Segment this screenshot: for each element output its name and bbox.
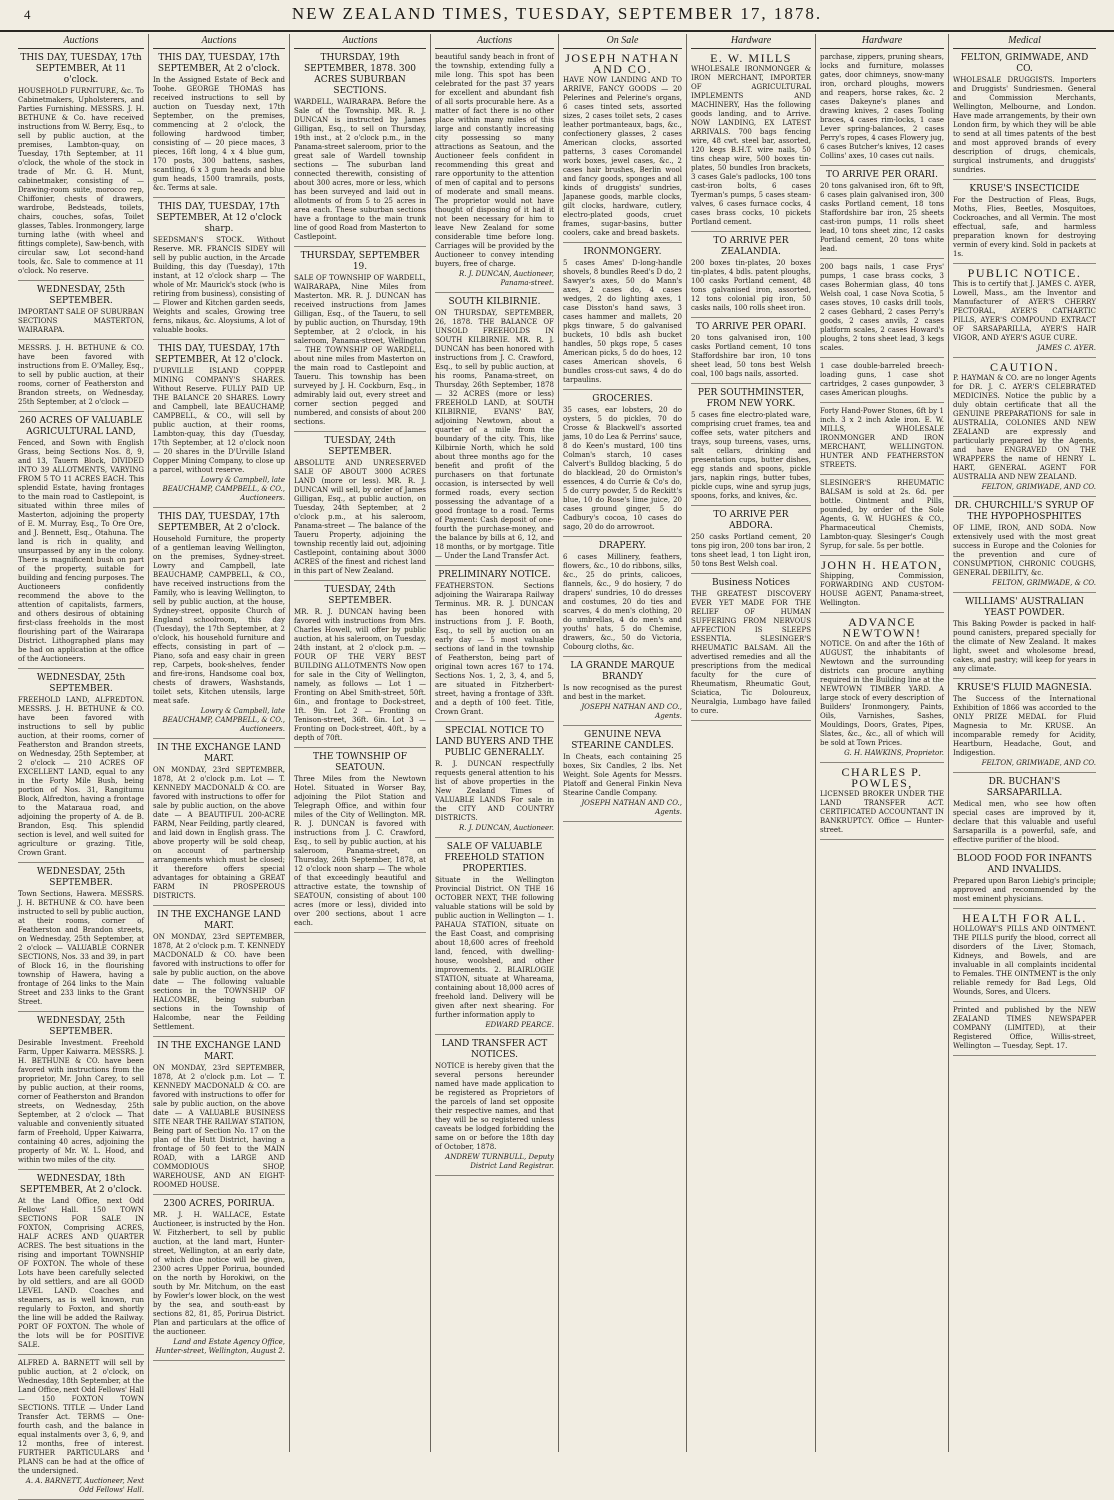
ad-title: BLOOD FOOD FOR INFANTS AND INVALIDS. [956,854,1093,875]
ad-body: FREEHOLD LAND, ALFREDTON. MESSRS. J. H. BETHUNE & CO. have been favored with instructions to sell by public auction, at their rooms, corner of Featherston and Brandon streets, on Wednesday, 25th September, at 2 o'clock — 210 ACRES OF EXCELLENT LAND, equal to any in the Forty Mile Bush, being portion of Nos. 31, Rangitumu Block, Alfredton, having a frontage to the Mataraua road, and adjoining the property of A. de B. Brandon, Esq. This splendid section is level, and well suited for agriculture or grazing. Title, Crown Grant. [18,696,144,857]
advertisement [294,585,426,748]
ad-body: ALFRED A. BARNETT will sell by public auction, at 2 o'clock, on Wednesday, 18th September, at the Land Office, next Odd Fellows' Hall — 150 FOXTON TOWN SECTIONS. TITLE — Under Land Transfer Act. TERMS — One-fourth cash, and the balance in equal instalments over 3, 6, 9, and 12 months, free of interest. FURTHER PARTICULARS and PLANS can be had at the office of the undersigned. [18,1359,144,1475]
ad-title: TUESDAY, 24th SEPTEMBER. [324,436,396,457]
ad-title: LAND TRANSFER ACT NOTICES. [441,1039,548,1060]
ad-body: At the Land Office, next Odd Fellows' Hall. 150 TOWN SECTIONS FOR SALE IN FOXTON, Comprising ACRES, HALF ACRES AND QUARTER ACRES. The best situations in the rising and important TOWNSHIP OF FOXTON. The whole of these Lots have been carefully selected by old settlers, and are all GOOD LEVEL LAND. Coaches and steamers, as is well known, run regularly to Foxton, and shortly the line will be added the Railway. PORT OF FOXTON. The whole of the lots will be for POSITIVE SALE. [18,1197,144,1349]
ad-title: DRAPERY. [598,541,647,551]
advertisement [953,1006,1096,1056]
ad-body: SALE OF TOWNSHIP OF WARDELL, WAIRARAPA, Nine Miles from Masterton. MR. R. J. DUNCAN has received instructions from James Gilligan, Esq., of the Taueru, to sell by public auction, on Thursday, 19th September, at 2 o'clock, in his saleroom, Panama-street, Wellington — THE TOWNSHIP OF WARDELL, about nine miles from Masterton on the main road to Castlepoint and Taueru. This township has been surveyed by J. H. Cockburn, Esq., in admirably laid out, every street and corner section pegged and numbered, and consists of about 200 sections. [294,274,426,426]
advertisement [691,322,811,384]
advertisement [153,53,285,198]
ad-title: Business Notices [712,578,790,588]
ad-body: THE GREATEST DISCOVERY EVER YET MADE FOR THE RELIEF OF HUMAN SUFFERING FROM NERVOUS AFFECTION IS SLEEPS ESSENTIA. SLESINGER'S RHEUMATIC BALSAM. All the advertised remedies and all the prescriptions from the medical faculty for the cure of Rheumatism, Rheumatic Gout, Sciatica, Tic Doloureux, Neuralgia, Lumbago have failed to cure. [691,590,811,715]
ad-body: 1 case double-barreled breech-loading guns, 1 case shot cartridges, 2 cases gunpowder, 3 cases American ploughs. [820,362,944,397]
advertisement [953,268,1096,358]
advertisement [18,673,144,863]
ad-title: THIS DAY, TUESDAY, 17th SEPTEMBER, At 2 o'clock. [157,512,281,533]
advertisement [18,344,144,412]
ad-title: SOUTH KILBIRNIE. [448,297,541,307]
ad-title: TO ARRIVE PER ZEALANDIA. [713,236,789,257]
ad-body: Shipping, Commission, FORWARDING AND CUSTOM-HOUSE AGENT, Panama-street, Wellington. [820,572,944,607]
advertisement [953,913,1096,1002]
ad-title: TO ARRIVE PER OPARI. [695,322,807,332]
advertisement [18,1174,144,1355]
ad-body: ON MONDAY, 23rd SEPTEMBER, 1878, At 2 o'clock p.m. Lot — T. KENNEDY MACDONALD & CO. are favored with instructions to offer for sale by public auction, on the above date — A VALUABLE BUSINESS SITE NEAR THE RAILWAY STATION, Being part of Section No. 17 on the plan of the Hutt District, having a frontage of 50 feet to the MAIN ROAD, with a LARGE AND COMMODIOUS SHOP, WAREHOUSE, AND AN EIGHT-ROOMED HOUSE. [153,1064,285,1189]
ad-title: CHARLES P. POWLES, [841,765,923,790]
ad-signature: EDWARD PEARCE. [485,1021,554,1029]
advertisement [153,512,285,739]
section-heading: On Sale [563,34,682,49]
advertisement [435,842,554,1035]
section-heading: Medical [953,34,1096,49]
advertisement [435,726,554,838]
ad-body: For the Destruction of Fleas, Bugs, Moths, Flies, Beetles, Mosquitoes, Cockroaches, and all Vermin. The most effectual, safe, and harmless preparation known for destroying vermin of every kind. Sold in packets at 1s. [953,196,1096,258]
ad-body: This Baking Powder is packed in half-pound canisters, prepared specially for the climate of New Zealand. It makes light, sweet and wholesome bread, cakes, and pastry; will keep for years in any climate. [953,620,1096,673]
ad-signature: Lowry & Campbell, late BEAUCHAMP, CAMPBELL, & CO., Auctioneers. [162,707,285,733]
advertisement [691,236,811,318]
advertisement [435,570,554,722]
ad-body: HOUSEHOLD FURNITURE, &c. To Cabinetmakers, Upholsterers, and Parties Furnishing. MESSRS. J. H. BETHUNE & Co. have received instructions from W. Berry, Esq., to sell by public auction, at the premises, Lambton-quay, on Tuesday, 17th September, at 11 o'clock, the whole of the stock in trade of Mr. G. H. Munt, cabinetmaker, consisting of — Drawing-room suite, morocco rep, Chiffonier, chests of drawers, wardrobe, Bedsteads, toilets, chairs, couches, sofas, Toilet glasses, Tables. Ironmongery, large turning lathe (with wheel and fittings complete), Saw-bench, with circular saw, Lot second-hand tools, &c. Sale to commence at 11 o'clock. No reserve. [18,87,144,275]
advertisement [820,263,944,358]
advertisement [691,388,811,506]
ad-body: 200 bags nails, 1 case Frys' pumps, 1 case brass cocks, 3 cases Bohermian glass, 40 tons Welsh coal, 1 case Nova Scotia, 5 cases stoves, 10 casks drill tools, 2 cases Gebhard, 2 cases Perry's goods, 2 cases anvils, 2 cases platform scales, 2 cases Howard's ploughs, 2 tons sheet lead, 3 kegs scales. [820,263,944,352]
advertisement [953,854,1096,909]
ad-body: ON MONDAY, 23rd SEPTEMBER, 1878, At 2 o'clock p.m. Lot — T. KENNEDY MACDONALD & CO. are favored with instructions to offer for sale by public auction, on the above date — A BEAUTIFUL 200-ACRE FARM, Near Feilding, partly cleared, and laid down in English grass. The above property will be sold cheap, on account of partnership arrangements which must be closed; it therefore offers special advantages for obtaining a GREAT FARM IN PROSPEROUS DISTRICTS. [153,766,285,900]
ad-title: IN THE EXCHANGE LAND MART. [157,743,281,764]
advertisement [953,777,1096,850]
ad-body: HOLLOWAY'S PILLS AND OINTMENT. THE PILLS purify the blood, correct all disorders of the Liver, Stomach, Kidneys, and Bowels, and are invaluable in all complaints incidental to Females. THE OINTMENT is the only reliable remedy for Bad Legs, Old Wounds, Sores, and Ulcers. [953,925,1096,996]
advertisement [953,597,1096,679]
advertisement [820,362,944,403]
ad-body: MR. R. J. DUNCAN having been favored with instructions from Mrs. Charles Howell, will offer by public auction, at his saleroom, on Tuesday, 24th instant, at 2 o'clock p.m. — FOUR OF THE VERY BEST BUILDING ALLOTMENTS Now open for sale in the City of Wellington, namely, as follows — Lot 1 — Fronting on Abel Smith-street, 50ft. 6in., and frontage to Dock-street, 1ft. 9in. Lot 2 — Fronting on Tenison-street, 36ft. 6in. Lot 3 — Fronting on Dock-street, 40ft., by a depth of 70ft. [294,608,426,742]
ad-body: WHOLESALE DRUGGISTS. Importers and Druggists' Sundriesmen. General and Commission Merchants, Wellington, Melbourne, and London. Have made arrangements, by their own London firm, by which they will be able to send at all times patents of the best and most approved brands of every description of drugs, chemicals, surgical instruments, and druggists' sundries. [953,76,1096,174]
ad-signature: R. J. DUNCAN, Auctioneer, Panama-street. [459,270,554,287]
ad-title: JOHN H. HEATON, [821,558,943,572]
advertisement [563,394,682,537]
advertisement [435,53,554,293]
advertisement [820,170,944,259]
ad-title: GROCERIES. [592,394,653,404]
advertisement [18,1016,144,1170]
ad-body: D'URVILLE ISLAND COPPER MINING COMPANY'S SHARES. Without Reserve. FULLY PAID UP. THE BALANCE 20 SHARES. Lowry and Campbell, late BEAUCHAMP, CAMPBELL, & CO., will sell by public auction, at their rooms, Lambton-quay, this day (Tuesday, 17th September, at 12 o'clock noon — 20 shares in the D'Urville Island Copper Mining Company, to close up a parcel, without reserve. [153,367,285,474]
ad-title: KRUSE'S INSECTICIDE [969,184,1080,194]
masthead [0,0,1114,32]
ad-body: SEEDSMAN'S STOCK. Without Reserve. MR. FRANCIS SIDEY will sell by public auction, in the Arcade Building, this day (Tuesday), 17th instant, at 12 o'clock sharp — The whole of Mr. Maurick's stock (who is retiring from business), consisting of — Flower and Kitchen garden seeds, Weights and scales, Growing tree ferns, nikaus, &c. Aloysiums, A lot of valuable books. [153,236,285,334]
advertisement [563,247,682,390]
ad-body: 200 boxes tin-plates, 20 boxes tin-plates, 4 bdls. patent ploughs, 100 casks Portland cement, 48 tons galvanised iron, assorted, 12 tons colonial pig iron, 50 casks nails, 100 rolls sheet iron. [691,259,811,312]
ad-title: 2300 ACRES, PORIRUA. [163,1199,275,1209]
ad-signature: Land and Estate Agency Office, Hunter-street, Wellington, August 2. [155,1338,285,1355]
ad-body: 5 cases fine electro-plated ware, comprising cruet frames, tea and coffee sets, water pitchers and trays, soup tureens, vases, urns, salt cellars, drinking and presentation cups, butter dishes, egg stands and spoons, pickle jars, napkin rings, butter tubes, pickle cups, wine and syrup jugs, spoons, forks, and knives, &c. [691,411,811,500]
ad-signature: FELTON, GRIMWADE, & CO. [992,579,1096,587]
advertisement [294,251,426,432]
ad-title: IRONMONGERY. [583,247,662,257]
ad-title: WEDNESDAY, 25th SEPTEMBER. [36,1016,126,1037]
advertisement [18,285,144,340]
ad-title: SALE OF VALUABLE FREEHOLD STATION PROPERTIES. [444,842,545,874]
ad-body: Is now recognised as the purest and best in the market. [563,684,682,701]
ad-title: 260 ACRES OF VALUABLE AGRICULTURAL LAND, [19,416,143,437]
ad-body: WHOLESALE IRONMONGER & IRON MERCHANT, IMPORTER OF AGRICULTURAL IMPLEMENTS AND MACHINERY, Has the following goods landing, and to Arrive. NOW LANDING, EX LATEST ARRIVALS. 700 bags fencing wire, 48 cwt. steel bar, assorted, 120 kegs B.H.T. wire nails, 50 tins cheap wire, 500 boxes tin-plates, 50 bundles Iron brackets, 3 cases Gale's padlocks, 100 tons cast-iron bolts, 6 cases Tyerman's pumps, 5 cases steam-valves, 6 cases furnace cocks, 4 cases brass cocks, 10 pickets Portland cement. [691,65,811,226]
ad-title: THE TOWNSHIP OF SEATOUN. [313,752,407,773]
advertisement [153,743,285,906]
advertisement [294,752,426,933]
advertisement [563,541,682,657]
ad-title: E. W. MILLS [710,51,792,65]
ad-title: JOSEPH NATHAN AND CO. [565,51,680,76]
ad-body: Town Sections, Hawera. MESSRS. J. H. BETHUNE & CO. have been instructed to sell by public auction, at their rooms, corner of Featherston and Brandon streets, on Wednesday, 25th September, at 2 o'clock — VALUABLE CORNER SECTIONS, Nos. 33 and 39, in part of Block 16, in the flourishing township of Hawera, having a frontage of 264 links to the Main Street and 233 links to the Grant Street. [18,890,144,1006]
ad-signature: JAMES C. AYER. [1037,344,1096,352]
ad-body: R. J. DUNCAN respectfully requests general attention to his list of above properties in the New Zealand Times of VALUABLE LANDS For sale in the CITY AND COUNTRY DISTRICTS. [435,760,554,822]
advertisement [18,53,144,281]
ad-body: NOTICE is hereby given that the several persons hereunder named have made application to be registered as Proprietors of the parcels of land set opposite their respective names, and that they will be so registered unless caveats be lodged forbidding the same on or before the 18th day of October, 1878. [435,1062,554,1151]
ad-title: TO ARRIVE PER ORARI. [826,170,938,180]
ad-body: IMPORTANT SALE OF SUBURBAN SECTIONS MASTERTON, WAIRARAPA. [18,308,144,334]
ad-body: HAVE NOW LANDING AND TO ARRIVE, FANCY GOODS — 20 Pelerines and Pelerine's organs, 6 cases tinted sets, assorted sizes, 2 cases toilet sets, 2 cases leather portmanteaux, bags, &c., confectionery glasses, 2 cases American clocks, assorted patterns, 3 cases Coromandel work boxes, jewel cases, &c., 2 cases hair brushes, Berlin wool and fancy goods, sponges and all kinds of druggists' sundries, Japanese goods, marble clocks, gilt clocks, hardware, cutlery, electro-plated goods, cruet frames, sugar-basins, butter coolers, cake and bread baskets. [563,76,682,237]
ad-body: OF LIME, IRON, AND SODA. Now extensively used with the most great success in Europe and the Colonies for the prevention and cure of CONSUMPTION, CHRONIC COUGHS, GENERAL DEBILITY, &c. [953,524,1096,577]
ad-body: Household Furniture, the property of a gentleman leaving Wellington, on the premises, Sydney-street. Lowry and Campbell, late BEAUCHAMP, CAMPBELL, & CO., have received instructions from the Family, who is leaving Wellington, to sell by public auction, at the house, Sydney-street, opposite Church of England schoolroom, this day (Tuesday), the 17th September, at 2 o'clock, his household furniture and effects, consisting in part of — Piano, sofa and easy chair in green rep, Carpets, book-shelves, fender and fire-irons, Handsome coal box, chests of drawers, Washstands, toilet sets, Kitchen utensils, large meat safe. [153,535,285,705]
advertisement [153,1041,285,1195]
ad-title: WEDNESDAY, 25th SEPTEMBER. [36,285,126,306]
ad-body: Three Miles from the Newtown Hotel. Situated in Worser Bay, adjoining the Pilot Station and Telegraph Office, and within four miles of the City of Wellington. MR. R. J. DUNCAN is favored with instructions from J. C. Crawford, Esq., to sell by public auction, at his saleroom, Panama-street, on Thursday, 26th September, 1878, at 12 o'clock noon sharp — The whole of that exceedingly beautiful and attractive estate, the township of SEATOUN, consisting of about 100 acres (more or less), divided into over 200 sections, about 1 acre each. [294,775,426,927]
advertisement [953,362,1096,497]
ad-title: THIS DAY, TUESDAY, 17th SEPTEMBER, At 11 o'clock. [20,53,142,85]
advertisement [435,297,554,566]
advertisement [820,53,944,166]
ad-title: FELTON, GRIMWADE, AND CO. [960,53,1089,74]
advertisement [294,436,426,581]
ad-title: IN THE EXCHANGE LAND MART. [157,910,281,931]
ad-body: Medical men, who see how often special cases are improved by it, declare that this valuable and useful Sarsaparilla is a powerful, safe, and effective purifier of the blood. [953,800,1096,844]
section-heading: Auctions [18,34,144,49]
section-heading: Hardware [820,34,944,49]
advertisement [953,501,1096,593]
column-8 [949,34,1100,1452]
section-heading: Auctions [153,34,285,49]
ad-title: WEDNESDAY, 25th SEPTEMBER. [36,673,126,694]
ad-title: TO ARRIVE PER ABDORA. [713,510,789,531]
advertisement [563,53,682,243]
ad-title: THURSDAY, SEPTEMBER 19. [300,251,420,272]
column-3 [290,34,431,1452]
ad-body: P. HAYMAN & CO. are no longer Agents for DR. J. C. AYER'S CELEBRATED MEDICINES. Notice the public by a duly obtain certificate that all the GENUINE PREPARATIONS for sale in AUSTRALIA, COLONIES AND NEW ZEALAND are expressly and particularly prepared by the Agents, and have ENGRAVED ON THE WRAPPERS the name of HENRY L. HART, GENERAL AGENT FOR AUSTRALIA AND NEW ZEALAND. [953,374,1096,481]
ad-signature: A. A. BARNETT, Auctioneer, Next Odd Fellows' Hall. [25,1477,144,1494]
ad-signature: R. J. DUNCAN, Auctioneer. [459,824,554,832]
ad-title: LA GRANDE MARQUE BRANDY [570,661,675,682]
section-heading: Hardware [691,34,811,49]
ad-title: PER SOUTHMINSTER, FROM NEW YORK. [697,388,805,409]
ad-body: Forty Hand-Power Stones, 6ft by 1 inch. 3 x 2 inch Axle iron. E. W. MILLS, WHOLESALE IRONMONGER AND IRON MERCHANT, WELLINGTON. HUNTER AND FEATHERSTON STREETS. [820,407,944,469]
advertisement [820,617,944,763]
ad-title: TUESDAY, 24th SEPTEMBER. [324,585,396,606]
ad-signature: FELTON, GRIMWADE, AND CO. [981,483,1096,491]
ad-signature: JOSEPH NATHAN AND CO., Agents. [581,703,682,720]
advertisement [953,184,1096,264]
ad-title: DR. CHURCHILL'S SYRUP OF THE HYPOPHOSPHITES [954,501,1095,522]
ad-body: beautiful sandy beach in front of the township, extending fully a mile long. This spot has been celebrated for the past 37 years for excellent and abundant fish of all sorts procurable here. As a matter of fact there is no other place within many miles of this large and constantly increasing city possessing so many attractions as Seatoun, and the Auctioneer feels confident in recommending this great and rare opportunity to the attention of men of capital and to persons of moderate and small means. The proprietor would not have thought of disposing of it had it not been necessary for him to leave New Zealand for some considerable time before long. Carriages will be provided by the Auctioneer to convey intending buyers, free of charge. [435,53,554,268]
ad-body: 250 casks Portland cement, 20 tons pig iron, 200 tons bar iron, 2 tons sheet lead, 1 ton Light iron, 50 tons Best Welsh coal. [691,533,811,568]
ad-body: 6 cases Millinery, feathers, flowers, &c., 10 do ribbons, silks, &c., 25 do prints, calicoes, flannels, &c., 9 do hosiery, 7 do drapers' sundries, 10 do dresses and costumes, 20 do ties and scarves, 4 do men's clothing, 20 do umbrellas, 4 do men's and youths' hats, 5 do Chemise, drawers, &c., 50 do Victoria, Cobourg cloths, &c. [563,553,682,651]
column-4 [431,34,559,1452]
ad-body: 5 cases Ames' D-long-handle shovels, 8 bundles Reed's D do, 2 Sawyer's axes, 50 do Mann's axes, 2 cases do, 4 cases wedges, 2 do lighting axes, 1 case Disston's hand saws, 3 cases hammer and mallets, 20 pkgs tinware, 5 do galvanised buckets, 10 bdls ash bucket handles, 50 pkgs rope, 5 cases American picks, 5 do do hoes, 12 cases American shovels, 6 bundles cross-cut saws, 4 do do tarpaulins. [563,259,682,384]
advertisement [18,1359,144,1500]
ad-body: ON THURSDAY, SEPTEMBER, 26, 1878. THE BALANCE OF UNSOLD FREEHOLDS IN SOUTH KILBIRNIE. MR. R. J. DUNCAN has been honored with instructions from J. C. Crawford, Esq., to sell by public auction, at his rooms, Panama-street, on Thursday, 26th September, 1878 — 32 ACRES (more or less) FREEHOLD LAND, at SOUTH KILBIRNIE, EVANS' BAY, adjoining Newtown, about a quarter of a mile from the boundary of the city. This, like Kilbirnie North, which he sold about three months ago for the benefit and profit of the purchasers on that fortunate occasion, is intersected by well formed roads, every section possessing the advantage of a good frontage to a road. Terms of Payment: Cash deposit of one-fourth the purchase-money, and the balance by bills at 6, 12, and 18 months, or by mortgage. Title — Under the Land Transfer Act. [435,309,554,560]
ad-body: SLESINGER'S RHEUMATIC BALSAM is sold at 2s. 6d. per bottle. Ointment and Pills, pounded, by order of the Sole Agents, G. W. HUGHES & CO., Pharmaceutical Chemists, Lambton-quay. Slesinger's Cough Syrup, for sale. 5s per bottle. [820,479,944,550]
ad-body: Printed and published by the NEW ZEALAND TIMES NEWSPAPER COMPANY (LIMITED), at their Registered Office, Willis-street, Wellington — Tuesday, Sept. 17. [953,1006,1096,1050]
ad-title: THIS DAY, TUESDAY, 17th SEPTEMBER, At 12 o'clock sharp. [156,202,282,234]
ad-body: Prepared upon Baron Liebig's principle; approved and recommended by the most eminent physicians. [953,877,1096,903]
ad-title: HEALTH FOR ALL. [962,911,1087,925]
ad-body: Desirable Investment. Freehold Farm, Upper Kaiwarra. MESSRS. J. H. BETHUNE & CO. have been favored with instructions from the proprietor, Mr. John Carey, to sell by public auction, at their rooms, corner of Featherston and Brandon streets, on Wednesday, 25th September, at 2 o'clock — That valuable and conveniently situated farm of Freehold, Upper Kaiwarra, containing 40 acres, adjoining the property of Mr. W. L. Hood, and within two miles of the city. [18,1039,144,1164]
ad-title: CAUTION. [990,360,1059,374]
ad-title: THURSDAY, 19th SEPTEMBER, 1878. 300 ACRES SUBURBAN SECTIONS. [303,53,417,96]
advertisement [953,683,1096,773]
advertisement [691,53,811,232]
column-7 [816,34,949,1452]
ad-body: parchase, zippers, pruning shears, locks and furniture, molasses gates, door chimneys, snow-many iron, orchard ploughs, mowers and reapers, horse rakes, &c. 2 cases Dakeyne's planes and drawing knives, 2 cases Tooling braces, 4 cases rim-locks, 1 case Lever spring-balances, 2 cases Perry's ropes, 4 cases Flowery jug, 6 cases Butcher's knives, 12 cases Collins' axes, 10 cases cut nails. [820,53,944,160]
ad-title: WEDNESDAY, 25th SEPTEMBER. [36,867,126,888]
ad-title: WEDNESDAY, 18th SEPTEMBER, At 2 o'clock. [19,1174,143,1195]
ad-title: GENUINE NEVA STEARINE CANDLES. [571,730,674,751]
ad-body: 35 cases, ear lobsters, 20 do oysters, 5 do pickles, 70 do Crosse & Blackwell's assorted jams, 10 do Lea & Perrins' sauce, 8 do Keen's mustard, 100 tins Colman's starch, 10 cases Calvert's Bulldog blacking, 5 do do blacklead, 20 do Ormiston's essences, 4 do Currie & Co's do, 5 do curry powder, 5 do Reckitt's blue, 10 do Rose's lime juice, 20 cases ground ginger, 5 do Cadbury's cocoa, 10 cases do sago, 20 do do arrowroot. [563,406,683,531]
ad-title: PRELIMINARY NOTICE. [438,570,551,580]
advertisement [953,53,1096,180]
ad-body: WARDELL, WAIRARAPA. Before the Sale of the Township. MR. R. J. DUNCAN is instructed by James Gilligan, Esq., to sell on Thursday, 19th inst., at 2 o'clock p.m., in the Panama-street saleroom, prior to the great sale of Wardell township sections — The suburban land connected therewith, consisting of about 300 acres, more or less, which has been surveyed and laid out in allotments of from 5 to 25 acres in area each. These suburban sections have a frontage to the main trunk line of good Road from Masterton to Castlepoint. [294,98,426,241]
column-6 [687,34,816,1452]
ad-title: ADVANCE NEWTOWN! [842,615,922,640]
page-number: 4 [24,7,31,22]
advertisement [153,202,285,340]
ad-title: THIS DAY, TUESDAY, 17th SEPTEMBER, At 2 o'clock. [157,53,281,74]
ad-body: 20 tons galvanised iron, 100 casks Portland cement, 10 tons Staffordshire bar iron, 10 tons sheet lead, 50 tons best Welsh coal, 100 bags nails, assorted. [691,334,811,378]
ad-body: Fenced, and Sown with English Grass, being Sections Nos. 8, 9, and 13, Tauern Block, DIVIDED INTO 39 ALLOTMENTS, VARYING FROM 5 TO 11 ACRES EACH. This splendid Estate, having frontages to the main road to Castlepoint, is situated within three miles of Masterton, adjoining the property of E. M. Murray, Esq., To Ore Ore, and J. Bennett, Esq., Otahuna. The land is rich in quality, and unsurpassed by any in the colony. There is magnificent bush on part of the property, suitable for building and fencing purposes. The Auctioneers confidently recommend the above to the attention of capitalists, farmers, and others desirous of obtaining first-class freeholds in the most flourishing part of the Wairarapa District. Lithographed plans may be had on application at the office of the Auctioneers. [18,439,144,663]
advertisement [563,661,682,726]
section-heading: Auctions [435,34,554,49]
section-heading: Auctions [294,34,426,49]
column-2 [149,34,290,1452]
newspaper-title: NEW ZEALAND TIMES, TUESDAY, SEPTEMBER 17, 1878. [291,4,823,23]
ad-title: IN THE EXCHANGE LAND MART. [157,1041,281,1062]
ad-signature: JOSEPH NATHAN AND CO., Agents. [581,799,682,816]
ad-body: MR. J. H. WALLACE, Estate Auctioneer, is instructed by the Hon. W. Fitzherbert, to sell by public auction, at the land mart, Hunter-street, Wellington, at an early date, of which due notice will be given, 2300 acres Upper Porirua, bounded on the north by Horokiwi, on the south by Mr. Mitchum, on the east by Fowler's lower block, on the west by the sea, and south-east by sections 82, 81, 85, Porirua District. Plan and particulars at the office of the auctioneer. [153,1211,285,1336]
ad-body: ON MONDAY, 23rd SEPTEMBER, 1878, At 2 o'clock p.m. T. KENNEDY MACDONALD & CO. have been favored with instructions to offer for sale by public auction, on the above date — The following valuable sections in the TOWNSHIP OF HALCOMBE, being suburban sections in the Township of Halcombe, near the Feilding Settlement. [153,933,285,1031]
ad-title: DR. BUCHAN'S SARSAPARILLA. [986,777,1063,798]
advertisement [435,1039,554,1176]
ad-body: FEATHERSTON. Sections adjoining the Wairarapa Railway Terminus. MR. R. J. DUNCAN has been honored with instructions from J. F. Booth, Esq., to sell by auction on an early day — 5 most valuable sections of land in the township of Featherston, being part of original town acres 167 to 174. Sections Nos. 1, 2, 3, 4, and 5, are situated in Fitzherbert-street, having a frontage of 33ft. and a depth of 100 feet. Title, Crown Grant. [435,582,554,716]
ad-body: This is to certify that J. JAMES C. AYER, Lowell, Mass., am the Inventor and Manufacturer of AYER'S CHERRY PECTORAL, AYER'S CATHARTIC PILLS, AYER'S COMPOUND EXTRACT OF SARSAPARILLA, AYER'S HAIR VIGOR, AND AYER'S AGUE CURE. [953,280,1096,342]
advertisement [153,344,285,508]
column-1 [14,34,149,1494]
ad-title: THIS DAY, TUESDAY, 17th SEPTEMBER, At 12 o'clock. [155,344,283,365]
advertisement [820,767,944,840]
ad-title: WILLIAMS' AUSTRALIAN YEAST POWDER. [965,597,1084,618]
ad-body: In Cheats, each containing 25 boxes, Six Candles, 2 lbs. Net Weight. Sole Agents for Messrs. Platoff and General Finkin Neva Stearine Candle Company. [563,753,682,797]
advertisement [820,560,944,613]
ad-body: Situate in the Wellington Provincial District. ON THE 16 OCTOBER NEXT, THE following valuable stations will be sold by public auction in Wellington — 1. PAHAUA STATION, situate on the East Coast, and comprising about 18,600 acres of freehold land, fenced, with dwelling-house, woolshed, and other improvements. 2. BLAIRLOGIE STATION, situate at Whareama, containing about 18,000 acres of freehold land. Delivery will be given after next shearing. For further information apply to [435,876,554,1019]
advertisement [820,407,944,475]
ad-body: LICENSED BROKER UNDER THE LAND TRANSFER ACT. CERTIFICATED ACCOUNTANT IN BANKRUPTCY. Office — Hunter-street. [820,790,944,834]
ad-signature: G. H. HAWKINS, Proprietor. [844,749,944,757]
column-5 [559,34,687,1452]
ad-body: MESSRS. J. H. BETHUNE & CO. have been favored with instructions from E. O'Malley, Esq., to sell by public auction, at their rooms, corner of Featherston and Brandon streets, on Wednesday, 25th September, at 2 o'clock — [18,344,144,406]
ad-body: The Success of the International Exhibition of 1866 was accorded to the ONLY PRIZE MEDAL for Fluid Magnesia to Mr. KRUSE. An incomparable remedy for Acidity, Heartburn, Headache, Gout, and Indigestion. [953,695,1096,757]
ad-title: KRUSE'S FLUID MAGNESIA. [957,683,1092,693]
advertisement [691,510,811,574]
ad-title: PUBLIC NOTICE. [967,266,1082,280]
newspaper-page [0,34,1114,1494]
advertisement [18,416,144,669]
advertisement [294,53,426,247]
ad-signature: Lowry & Campbell, late BEAUCHAMP, CAMPBELL, & CO., Auctioneers. [162,476,285,502]
ad-body: In the Assigned Estate of Beck and Toohe. GEORGE THOMAS has received instructions to sell by auction on Tuesday next, 17th September, on the premises, commencing at 2 o'clock, the following hardwood timber, consisting of — 20 piece maces, 3 pieces, 16ft long, 4 x 4 blue gum, 170 posts, 300 battens, sashes, scantling, 6 x 3 gum heads and blue gum heads, 1500 tramrails, posts, &c. Terms at sale. [153,76,285,192]
advertisement [691,578,811,721]
ad-body: ABSOLUTE AND UNRESERVED SALE OF ABOUT 3000 ACRES LAND (more or less). MR. R. J. DUNCAN will sell, by order of James Gilligan, Esq., at public auction, on Tuesday, 24th September, at 2 o'clock p.m., at his saleroom, Panama-street — The balance of the Taueru Property, adjoining the township recently laid out, adjoining Castlepoint, containing about 3000 ACRES of the finest and richest land in this part of New Zealand. [294,459,426,575]
ad-title: SPECIAL NOTICE TO LAND BUYERS AND THE PUBLIC GENERALLY. [435,726,554,758]
advertisement [563,730,682,822]
advertisement [153,910,285,1037]
ad-body: 20 tons galvanised iron, 6ft to 9ft, 6 cases plain galvanised iron, 300 casks Portland cement, 18 tons Staffordshire bar iron, 25 sheets cast-iron pumps, 11 rolls sheet lead, 10 tons sheet zinc, 12 casks Portland cement, 20 tons white lead. [820,182,944,253]
ad-body: NOTICE. On and after the 16th of AUGUST, the inhabitants of Newtown and the surrounding districts can procure anything required in the Building line at the NEWTOWN TIMBER YARD. A large stock of every description of Builders' Ironmongery, Paints, Oils, Varnishes, Sashes, Mouldings, Doors, Grates, Pipes, Slates, &c., &c., all of which will be sold at Town Prices. [820,640,944,747]
advertisement [820,479,944,556]
ad-signature: ANDREW TURNBULL, Deputy District Land Registrar. [445,1153,554,1170]
advertisement [18,867,144,1012]
ad-signature: FELTON, GRIMWADE, AND CO. [981,759,1096,767]
advertisement [153,1199,285,1361]
